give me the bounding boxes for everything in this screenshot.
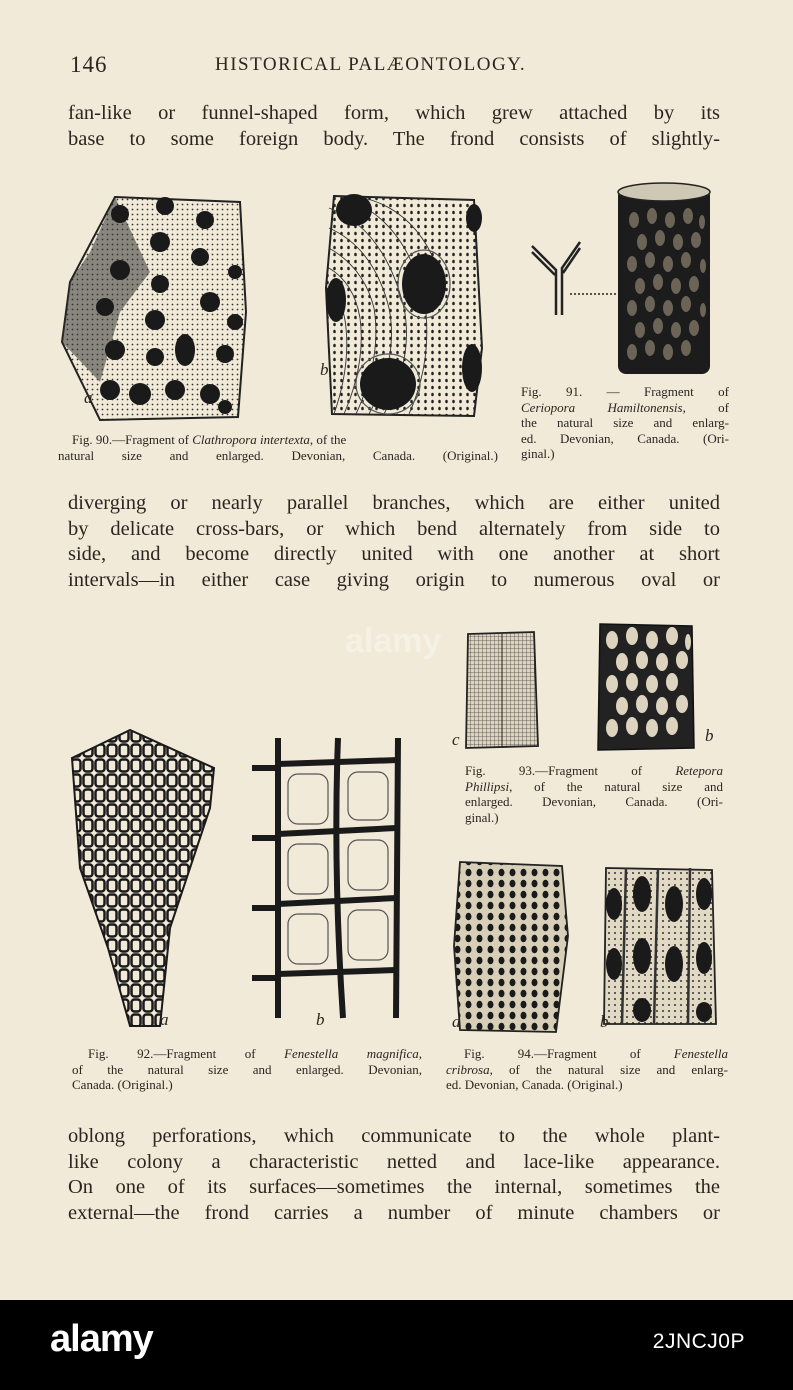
caption-line: Fig. 91. — Fragment of: [521, 384, 729, 399]
caption-text: , of the natural size and enlarg-: [489, 1061, 728, 1077]
caption-line: ginal.): [521, 446, 555, 461]
text-line: external—the frond carries a number of minute chambers or: [68, 1201, 720, 1224]
fig92a-illustration: [70, 728, 218, 1028]
fig90-label-a: a: [84, 388, 93, 407]
caption-line: [446, 1046, 728, 1062]
caption-text: Fig. 90.—Fragment of: [72, 432, 193, 447]
fig92-label-b: b: [316, 1010, 325, 1029]
fig92-caption: [72, 1046, 422, 1093]
text-line: intervals—in either case giving origin to numerous oval or: [68, 568, 720, 591]
caption-line: [58, 432, 498, 448]
text-line: like colony a characteristic netted and lace-like appearance.: [68, 1150, 720, 1173]
alamy-logo: alamy: [50, 1318, 153, 1360]
fig91-illustration: [528, 180, 718, 380]
text-line: On one of its surfaces—sometimes the internal, sometimes the: [68, 1176, 720, 1198]
species-name: Ceriopora Hamiltonensis: [521, 399, 683, 415]
fig94b-illustration: [600, 864, 718, 1028]
caption-text: , of the natural size and: [509, 778, 723, 794]
caption-line: ed. Devonian, Canada. (Original.): [446, 1077, 623, 1092]
caption-line: natural size and enlarged. Devonian, Canada. (Original.): [58, 447, 498, 463]
fig93-label-c: c: [452, 730, 460, 749]
stock-image-id: 2JNCJ0P: [652, 1330, 745, 1353]
fig93-label-b: b: [705, 726, 714, 745]
caption-text: Fig. 92.—Fragment of: [88, 1046, 285, 1061]
species-name: cribrosa: [446, 1061, 490, 1077]
species-name: Fenestella: [673, 1046, 728, 1061]
caption-line: ed. Devonian, Canada. (Ori-: [521, 430, 729, 446]
fig94-label-b: b: [600, 1012, 609, 1031]
species-name: Retepora: [675, 763, 723, 778]
fig90-caption: [58, 432, 498, 463]
paragraph-3: [68, 1124, 720, 1226]
paragraph-2: [68, 491, 720, 593]
species-name: Clathropora intertexta: [192, 432, 310, 447]
stock-footer-bar: [0, 1300, 793, 1390]
fig93b-illustration: [596, 620, 696, 752]
caption-line: Canada. (Original.): [72, 1077, 173, 1092]
caption-line: ginal.): [465, 809, 499, 825]
caption-line: [72, 1046, 422, 1062]
fig92b-illustration: [248, 728, 414, 1026]
fig90-label-b: b: [320, 360, 329, 379]
text-line: side, and become directly united with one another at short: [68, 543, 720, 565]
fig91-caption: [521, 384, 729, 462]
species-name: Phillipsi: [465, 778, 510, 794]
caption-line: of the natural size and enlarged. Devonian,: [72, 1061, 422, 1077]
caption-text: Fig. 93.—Fragment of: [465, 763, 676, 778]
text-line: fan-like or funnel-shaped form, which grew attached by its: [68, 102, 720, 124]
fig94-label-a: a: [452, 1012, 461, 1031]
text-line: by delicate cross-bars, or which bend alternately from side to: [68, 517, 720, 540]
fig93-caption: [465, 763, 723, 825]
caption-text: , of: [682, 399, 729, 415]
caption-text: , of the: [309, 432, 347, 447]
fig94a-illustration: [452, 856, 570, 1034]
species-name: Fenestella magnifica: [284, 1046, 419, 1061]
fig90b-illustration: [324, 188, 484, 418]
running-header: [70, 52, 725, 82]
page-number: 146: [70, 52, 108, 77]
caption-line: enlarged. Devonian, Canada. (Ori-: [465, 794, 723, 809]
watermark: alamy: [345, 622, 442, 660]
caption-text: ,: [418, 1046, 422, 1061]
caption-line: [465, 763, 723, 779]
caption-line: [521, 400, 729, 416]
text-line: diverging or nearly parallel branches, which are either united: [68, 492, 720, 514]
fig92-label-a: a: [160, 1010, 169, 1029]
fig94-caption: [446, 1046, 728, 1093]
caption-line: [446, 1062, 728, 1078]
text-line: base to some foreign body. The frond consists of slightly-: [68, 127, 720, 150]
text-line: oblong perforations, which communicate to the whole plant-: [68, 1125, 720, 1147]
caption-line: [465, 779, 723, 795]
running-title: HISTORICAL PALÆONTOLOGY.: [215, 54, 527, 75]
paragraph-1: [68, 101, 720, 152]
caption-line: the natural size and enlarg-: [521, 415, 729, 430]
fig93c-illustration: [462, 628, 542, 750]
caption-text: Fig. 94.—Fragment of: [464, 1046, 674, 1061]
